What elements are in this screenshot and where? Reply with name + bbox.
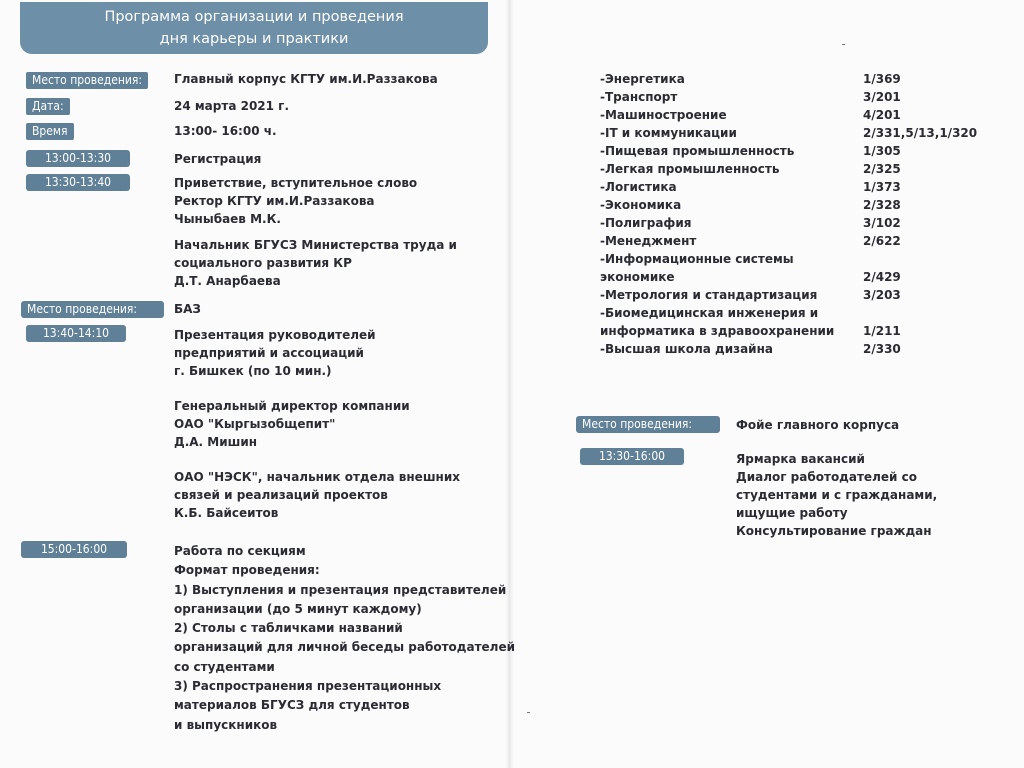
foyer-venue-label-tag: Место проведения: [576,416,720,433]
presentations-line: г. Бишкек (по 10 мин.) [174,364,332,378]
direction-room: 1/369 [863,72,901,86]
title-line-1: Программа организации и проведения [104,9,404,25]
direction-row [600,340,1000,358]
speaker-line: Генеральный директор компании [174,399,410,413]
direction-name: -Логистика [600,180,677,194]
direction-name: -Машиностроение [600,108,727,122]
direction-name: -Полиграфия [600,216,692,230]
direction-row [600,232,1000,250]
registration-text: Регистрация [174,152,262,166]
speaker-1-block [174,397,410,451]
direction-name: -Биомедицинская инженерия и [600,306,819,320]
sections-line: материалов БГУСЗ для студентов [174,698,410,713]
sections-line: 1) Выступления и презентация представителей [174,582,507,597]
direction-row [600,196,1000,214]
direction-room: 3/102 [863,216,901,230]
welcome-block-2 [174,236,457,290]
venue-value: Главный корпус КГТУ им.И.Раззакова [174,72,438,86]
direction-row [600,178,1000,196]
direction-row [600,88,1000,106]
presentations-time-tag: 13:40-14:10 [26,325,126,342]
speaker-line: связей и реализаций проектов [174,488,388,502]
baz-venue-label-tag: Место проведения: [21,301,164,318]
foyer-line: студентами и с гражданами, [736,488,938,502]
direction-name: -Энергетика [600,72,685,86]
date-label-tag: Дата: [26,98,70,115]
direction-row [600,304,1000,340]
welcome-line: Приветствие, вступительное слово [174,176,418,190]
presentations-block [174,326,376,380]
scan-speck [527,712,530,713]
direction-row [600,124,1000,142]
direction-name: информатика в здравоохранении [600,324,835,338]
registration-time-tag: 13:00-13:30 [26,150,130,167]
direction-row [600,214,1000,232]
sections-line: организации (до 5 минут каждому) [174,601,422,616]
direction-name: -Менеджмент [600,234,697,248]
sections-block [174,542,515,735]
foyer-line: Диалог работодателей со [736,470,917,484]
sections-line: Формат проведения: [174,563,320,578]
direction-name: -Экономика [600,198,682,212]
direction-room: 2/325 [863,162,901,176]
foyer-venue-value: Фойе главного корпуса [736,418,900,432]
welcome-block [174,174,417,228]
direction-name: -Метрология и стандартизация [600,288,818,302]
direction-row [600,70,1000,88]
date-value: 24 марта 2021 г. [174,99,290,113]
presentations-line: предприятий и ассоциаций [174,346,364,360]
direction-room: 3/203 [863,288,901,302]
title-line-2: дня карьеры и практики [159,31,349,47]
foyer-line: Консультирование граждан [736,524,932,538]
direction-name: -Легкая промышленность [600,162,780,176]
welcome-line: Чыныбаев М.К. [174,212,281,226]
sections-time-tag: 15:00-16:00 [21,541,127,558]
direction-room: 4/201 [863,108,901,122]
foyer-line: Ярмарка вакансий [736,452,865,466]
direction-room: 2/331,5/13,1/320 [863,126,978,140]
direction-room: 2/429 [863,270,901,284]
venue-label-tag: Место проведения: [26,72,148,89]
scan-speck [842,44,845,45]
direction-room: 1/211 [863,324,901,338]
time-value: 13:00- 16:00 ч. [174,124,277,138]
foyer-time-tag: 13:30-16:00 [580,448,684,465]
sections-line: со студентами [174,659,275,674]
foyer-line: ищущие работу [736,506,848,520]
sections-line: 3) Распространения презентационных [174,679,442,694]
direction-room: 2/622 [863,234,901,248]
time-label-tag: Время [26,123,74,140]
direction-room: 3/201 [863,90,901,104]
welcome-line: Д.Т. Анарбаева [174,274,281,288]
direction-name: -Информационные системы [600,252,794,266]
direction-name: -Пищевая промышленность [600,144,795,158]
welcome-line: Начальник БГУСЗ Министерства труда и [174,238,457,252]
welcome-line: социального развития КР [174,256,352,270]
speaker-line: К.Б. Байсеитов [174,506,279,520]
welcome-time-tag: 13:30-13:40 [26,174,130,191]
sections-heading: Работа по секциям [174,544,306,558]
welcome-line: Ректор КГТУ им.И.Раззакова [174,194,375,208]
direction-row [600,106,1000,124]
directions-list [600,70,1000,358]
direction-name: -IT и коммуникации [600,126,737,140]
baz-venue-value: БАЗ [174,302,201,316]
direction-room: 2/328 [863,198,901,212]
direction-room: 1/373 [863,180,901,194]
speaker-line: ОАО "Кыргызобщепит" [174,417,336,431]
direction-room: 2/330 [863,342,901,356]
sections-line: 2) Столы с табличками названий [174,621,403,636]
direction-row [600,160,1000,178]
direction-room: 1/305 [863,144,901,158]
sections-line: организаций для личной беседы работодателей [174,640,515,655]
speaker-line: ОАО "НЭСК", начальник отдела внешних [174,470,460,484]
foyer-block [736,450,937,540]
speaker-2-block [174,468,460,522]
direction-name: -Высшая школа дизайна [600,342,773,356]
presentations-line: Презентация руководителей [174,328,376,342]
direction-row [600,142,1000,160]
direction-name: экономике [600,270,675,284]
sections-line: и выпускников [174,717,278,732]
speaker-line: Д.А. Мишин [174,435,258,449]
title-banner [20,2,488,54]
direction-row [600,286,1000,304]
direction-row [600,250,1000,286]
direction-name: -Транспорт [600,90,678,104]
